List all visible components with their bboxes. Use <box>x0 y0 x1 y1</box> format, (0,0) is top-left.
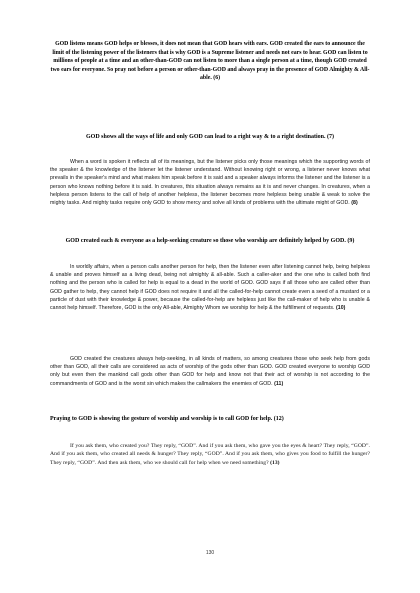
page-number: 130 <box>205 550 215 556</box>
section-heading-2: GOD created each & everyone as a help-seeking creature so those who worship are definitely helped by GOD. (9) <box>65 238 355 244</box>
section-heading-3: Praying to GOD is showing the gesture of worship and worship is to call GOD for help. (12) <box>50 416 284 422</box>
body-paragraph <box>50 263 370 312</box>
paragraph-text: GOD created the creatures always help-seeking, in all kinds of matters, so among creatures those who seek help from gods other than GOD, all their calls are considered as acts of worship of the gods other than GOD. GOD created everyone to worship GOD only but even then the mankind call gods other than GOD for help and know not that their act of worship is not according to the commandments of GOD and is the worst sin which makes the callmakers the enemies of GOD. <box>50 356 370 387</box>
body-paragraph <box>50 158 370 207</box>
intro-paragraph: GOD listens means GOD helps or blesses, it does not mean that GOD hears with ears. GOD created the ears to announce the limit of the listening power of the listeners that is why GOD is a Supreme listener and needs not ears to hear. GOD can listen to millions of people at a time and an other-than-GOD can not listen to more than a single person at a time, though GOD created two ears for everyone. So pray not before a person or other-than-GOD and always pray in the presence of GOD Almighty & All-able. (6) <box>50 41 370 82</box>
paragraph-ref: (13) <box>270 459 280 466</box>
body-paragraph <box>50 355 370 388</box>
paragraph-ref: (10) <box>336 305 346 312</box>
body-paragraph <box>50 442 370 467</box>
paragraph-text: If you ask them, who created you? They reply, “GOD”. And if you ask them, who gave you the eyes & heart? They reply, “GOD”. And if you ask them, who created all needs & hunger? They reply, “GOD”. And if you ask them, who gives you food to fulfill the hunger? They reply, “GOD”. And then ask them, who we should call for help when we need something? <box>50 443 370 466</box>
paragraph-ref: (11) <box>274 380 284 387</box>
paragraph-ref: (8) <box>351 200 358 207</box>
paragraph-text: When a word is spoken it reflects all of its meanings, but the listener picks only those meanings which the supporting words of the speaker & the knowledge of the listener let the listener understand. Without knowing right or wrong, a listener never knows what prevails in the speaker's mind and what makes him speak before it is said and a speaker always informs the listener and the listener is a person who knows nothing before it is said. In creatures, this situation always remains as it is and never changes. In creatures, when a helpless person listens to the call of help of another helpless, the listener becomes more helpless being unable & weak to solve the mighty tasks. And mighty tasks require only GOD to show mercy and solve all kinds of problems with the ultimate might of GOD. <box>50 159 370 207</box>
paragraph-text: In worldly affairs, when a person calls another person for help, then the listener even after listening cannot help, being helpless & unable and proves himself as a living dead, being not almighty & all-able. Such a caller-aker and the one who is called both find nothing and the person who is called for help is equal to a dead in the world of GOD. GOD says if all those who are called other than GOD gather to help, they cannot help if GOD does not require it and all the called-for-help cannot create even a seed of a mustard or a particle of dust with their knowledge & power, because the called-for-help are helpless just like the call-maker of help who is unable & cannot help himself. Therefore, GOD is the only All-able, Almighty Whom we worship for help & the fulfillment of requests. <box>50 264 370 312</box>
section-heading-1: GOD shows all the ways of life and only GOD can lead to a right way & to a right destination. (7) <box>85 134 334 140</box>
